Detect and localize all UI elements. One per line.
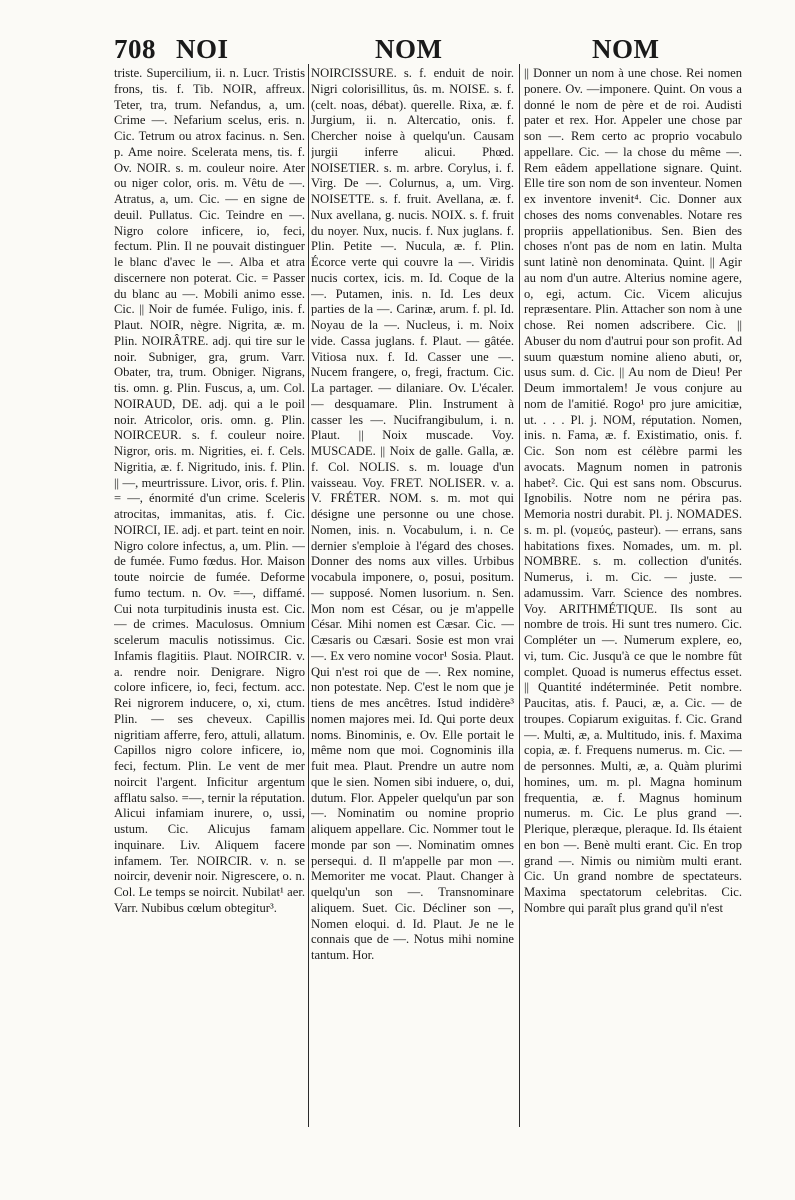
column-right xyxy=(524,66,742,1126)
left-guide-word: NOI xyxy=(176,34,229,64)
column-middle xyxy=(311,66,514,1126)
right-guide-word: NOM xyxy=(592,34,660,64)
column-divider xyxy=(519,64,520,1127)
middle-guide-word: NOM xyxy=(375,34,443,64)
column-left xyxy=(114,66,305,1126)
column-text: NOIRCISSURE. s. f. enduit de noir. Nigri colorisillitus, ûs. m. NOISE. s. f. (celt. noas, débat). querelle. Rixa, æ. f. Jurgium, ii. n. Altercatio, onis. f. Chercher noise à quelqu'un. Causam jurgii inferre alicui. Phœd. NOISETIER. s. m. arbre. Corylus, i. f. Virg. De —. Colurnus, a, um. Virg. NOISETTE. s. f. fruit. Avellana, æ. f. Nux avellana, g. nucis. NOIX. s. f. fruit du noyer. Nux, nucis. f. Nux juglans. f. Plin. Petite —. Nucula, æ. f. Plin. Écorce verte qui couvre la —. Viridis nucis cortex, icis. m. Id. Coque de la —. Putamen, inis. n. Id. Les deux parties de la —. Carinæ, arum. f. pl. Id. Noyau de la —. Nucleus, i. m. Noix vide. Cassa juglans. f. Plaut. — gâtée. Vitiosa nux. f. Id. Casser une —. Nucem frangere, o, fregi, fractum. Cic. La partager. — dilaniare. Ov. L'écaler. — desquamare. Plin. Instrument à casser les —. Nucifrangibulum, i. n. Plaut. || Noix muscade. Voy. MUSCADE. || Noix de galle. Galla, æ. f. Col. NOLIS. s. m. louage d'un vaisseau. Voy. FRET. NOLISER. v. a. V. FRÉTER. NOM. s. m. mot qui désigne une personne ou une chose. Nomen, inis. n. Vocabulum, i. n. Ce dernier s'emploie à l'égard des choses. Donner des noms aux villes. Urbibus vocabula imponere, o, posui, positum. — supposé. Nomen lusorium. n. Sen. Mon nom est César, ou je m'appelle César. Mihi nomen est Cæsar. Cic. — Cæsaris ou Cæsari. Sosie est mon vrai —. Ex vero nomine vocor¹ Sosia. Plaut. Qui n'est roi que de —. Rex nomine, non potestate. Nep. C'est le nom que je tiens de mes ancêtres. Istud indidère³ nomen majores mei. Id. Qui porte deux noms. Binominis, e. Ov. Elle portait le même nom que moi. Cognominis illa fuit mea. Plaut. Prendre un autre nom que le sien. Nomen sibi induere, o, dui, dutum. Flor. Appeler quelqu'un par son —. Nominatim ou nomine proprio aliquem appellare. Cic. Nommer tout le monde par son —. Nominatim omnes persequi. d. Il m'appelle par mon —. Memoriter me vocat. Plaut. Changer à quelqu'un son —. Transnominare aliquem. Suet. Cic. Décliner son —, Nomen eloqui. d. Id. Plaut. Je ne le connais que de —. Notus mihi nomine tantum. Hor. xyxy=(311,66,514,962)
page-number: 708 xyxy=(114,34,156,64)
column-divider xyxy=(308,64,309,1127)
column-text: || Donner un nom à une chose. Rei nomen ponere. Ov. —imponere. Quint. On vous a donné le nom de père et de roi. Audisti pater et rex. Hor. Appeler une chose par son —. Rem certo ac proprio vocabulo appellare. Cic. — la chose du même —. Rem eâdem appellatione signare. Quint. Elle tire son nom de son inventeur. Nomen ex inventore invenit⁴. Cic. Donner aux choses des noms convenables. Notare res propriis appellationibus. Sen. Bien des choses n'ont pas de nom en latin. Multa sunt latinè non denominata. Quint. || Agir au nom d'un autre. Alterius nomine agere, o, egi, actum. Cic. Vicem alicujus repræsentare. Plin. Attacher son nom à une chose. Rei nomen adscribere. Cic. || Abuser du nom d'autrui pour son profit. Ad suum quæstum nomine alieno abuti, or, usus sum. d. Cic. || Au nom de Dieu! Per Deum immortalem! Je vous conjure au nom de l'amitié. Rogo¹ pro jure amicitiæ, ut. . . . Pl. j. NOM, réputation. Nomen, inis. n. Fama, æ. f. Existimatio, onis. f. Cic. Son nom est célèbre parmi les avocats. Magnum nomen in patronis habet². Cic. Qui est sans nom. Obscurus. Ignobilis. Notre nom ne périra pas. Memoria nostri durabit. Pl. j. NOMADES. s. m. pl. (νομεύς, pasteur). — errans, sans habitations fixes. Nomades, um. m. pl. NOMBRE. s. m. collection d'unités. Numerus, i. m. Cic. — juste. —adamussim. Varr. Science des nombres. Voy. ARITHMÉTIQUE. Ils sont au nombre de trois. Hi sunt tres numero. Cic. Compléter un —. Numerum explere, eo, vi, tum. Cic. Jusqu'à ce que le nombre fût complet. Quoad is numerus effectus esset. || Quantité indéterminée. Petit nombre. Paucitas, atis. f. Pauci, æ, a. Cic. — de troupes. Copiarum exiguitas. f. Cic. Grand —. Multi, æ, a. Multitudo, inis. f. Maxima copia, æ. f. Frequens numerus. m. Cic. — de personnes. Multi, æ, a. Quàm plurimi homines, um. m. pl. Magna hominum frequentia, æ. f. Magnus hominum numerus. m. Cic. Le plus grand —. Plerique, pleræque, pleraque. Id. Ils étaient en bon —. Benè multi erant. Cic. En trop grand —. Nimis ou nimiùm multi erant. Cic. Un grand nombre de spectateurs. Maxima spectatorum celebritas. Cic. Nombre qui paraît plus grand qu'il n'est xyxy=(524,66,742,915)
page-header xyxy=(0,34,795,68)
column-text: triste. Supercilium, ii. n. Lucr. Tristis frons, tis. f. Tib. NOIR, affreux. Teter, tra, trum. Nefandus, a, um. Crime —. Nefarium scelus, eris. n. Cic. Tetrum ou atrox facinus. n. Sen. p. Ame noire. Scelerata mens, tis. f. Ov. NOIR. s. m. couleur noire. Ater ou niger color, oris. m. Vêtu de —. Atratus, a, um. Cic. — en signe de deuil. Pullatus. Cic. Teindre en —. Nigro colore inficere, io, feci, fectum. Plin. Il ne pouvait distinguer le blanc d'avec le —. Alba et atra discernere non poterat. Cic. = Passer du blanc au —. Mobili animo esse. Cic. || Noir de fumée. Fuligo, inis. f. Plaut. NOIR, nègre. Nigrita, æ. m. Plin. NOIRÂTRE. adj. qui tire sur le noir. Subniger, gra, grum. Varr. Obater, tra, trum. Obniger. Nigrans, tis. omn. g. Plin. Fuscus, a, um. Col. NOIRAUD, DE. adj. qui a le poil noir. Atricolor, oris. omn. g. Plin. NOIRCEUR. s. f. couleur noire. Nigror, oris. m. Nigrities, ei. f. Cels. Nigritia, æ. f. Nigritudo, inis. f. Plin. || —, meurtrissure. Livor, oris. f. Plin. = —, énormité d'un crime. Sceleris atrocitas, immanitas, atis. f. Cic. NOIRCI, IE. adj. et part. teint en noir. Nigro colore infectus, a, um. Plin. — de fumée. Fumo fœdus. Hor. Maison toute noircie de fumée. Deforme fumo tectum. n. Ov. =—, diffamé. Cui nota turpitudinis inusta est. Cic. — de crimes. Maculosus. Omnium scelerum maculis notissimus. Cic. Infamis flagitiis. Plaut. NOIRCIR. v. a. rendre noir. Denigrare. Nigro colore inficere, io, feci, fectum. acc. Rei nigrorem inducere, o, xi, ctum. Plin. — ses cheveux. Capillis nigritiam afferre, fero, attuli, allatum. Capillos nigro colore inficere, io, feci, fectum. Plin. Le vent de mer noircit l'argent. Inficitur argentum afflatu salso. =—, ternir la réputation. Alicui infamiam inurere, o, ussi, ustum. Cic. Alicujus famam inquinare. Liv. Aliquem facere infamem. Ter. NOIRCIR. v. n. se noircir, devenir noir. Nigrescere, o. n. Col. Le temps se noircit. Nubilat¹ aer. Varr. Nubibus cœlum obtegitur³. xyxy=(114,66,305,915)
